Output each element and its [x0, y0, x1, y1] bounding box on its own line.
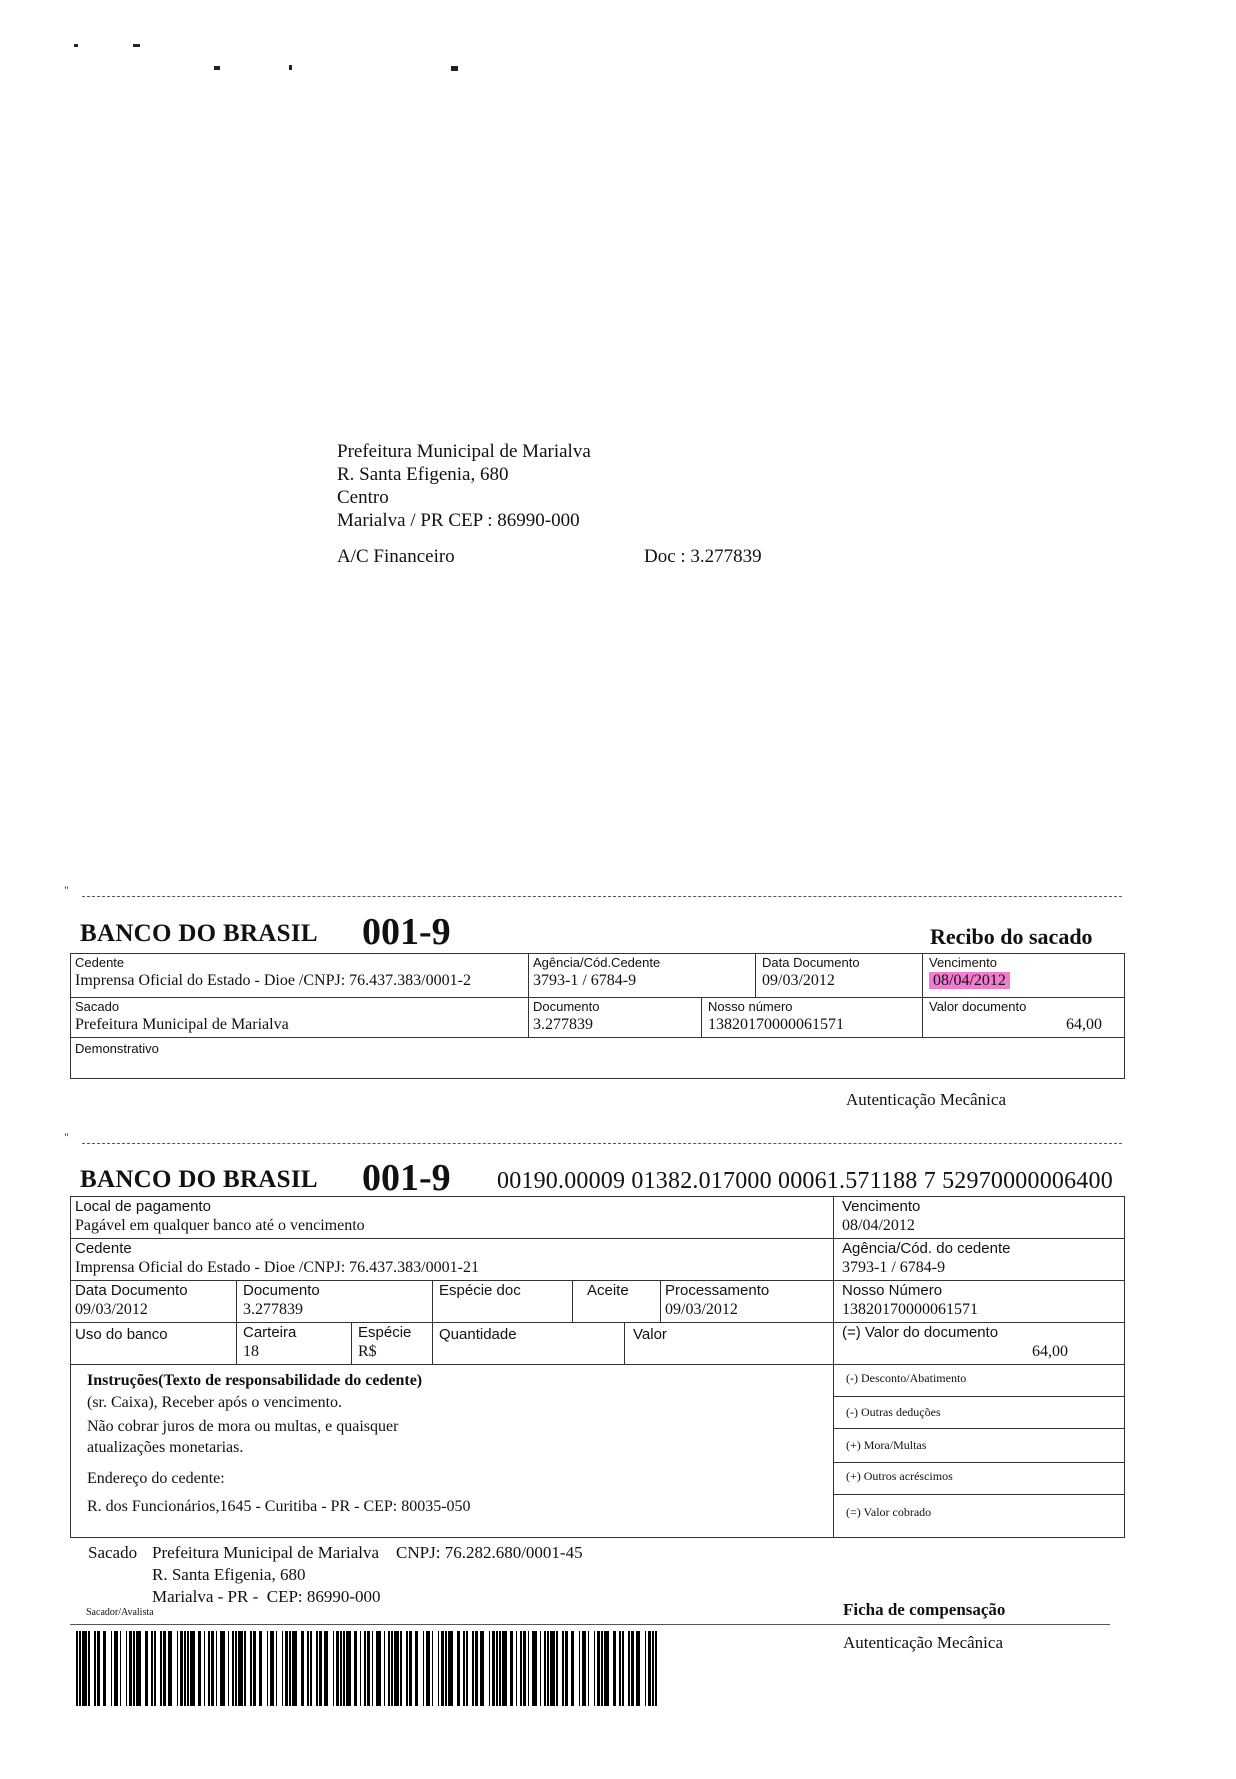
barcode-bar	[384, 1631, 386, 1706]
nosso-numero-cell	[702, 998, 923, 1038]
barcode-bar	[604, 1631, 609, 1706]
field-label: Demonstrativo	[75, 1041, 159, 1056]
barcode-bar	[360, 1631, 362, 1706]
sacado-line: Marialva - PR - CEP: 86990-000	[152, 1587, 381, 1606]
field-value: 13820170000061571	[708, 1016, 844, 1033]
barcode-bar	[177, 1631, 179, 1706]
demonstrativo-cell	[71, 1038, 1124, 1078]
barcode-bar	[120, 1631, 122, 1706]
vencimento-cell	[834, 1197, 1124, 1239]
barcode-bar	[129, 1631, 132, 1706]
mechanical-authentication: Autenticação Mecânica	[846, 1090, 1006, 1109]
barcode-bar	[645, 1631, 647, 1706]
recipient-address	[337, 440, 591, 532]
barcode-bar	[391, 1631, 393, 1706]
instruction-line: R. dos Funcionários,1645 - Curitiba - PR - CEP: 80035-050	[87, 1498, 471, 1515]
address-line: R. Santa Efigenia, 680	[337, 464, 509, 485]
barcode-bar	[180, 1631, 183, 1706]
barcode-bar	[406, 1631, 408, 1706]
barcode-bar	[354, 1631, 357, 1706]
instructions-title: Instruções(Texto de responsabilidade do cedente)	[87, 1372, 423, 1389]
sacado-line: Prefeitura Municipal de Marialva CNPJ: 76.282.680/0001-45	[152, 1543, 583, 1562]
outros-acrescimos-cell	[834, 1463, 1124, 1495]
field-label: Documento	[243, 1282, 320, 1299]
barcode-bar	[250, 1631, 252, 1706]
field-label: Data Documento	[762, 955, 860, 970]
instruction-line: Endereço do cedente:	[87, 1470, 225, 1487]
field-label: Cedente	[75, 1240, 132, 1257]
field-value: 09/03/2012	[762, 972, 835, 989]
desconto-cell	[834, 1365, 1124, 1397]
field-value: 18	[243, 1343, 259, 1360]
field-label: Documento	[533, 999, 600, 1014]
local-pagamento-cell	[71, 1197, 834, 1239]
barcode-bar	[253, 1631, 256, 1706]
especie-cell	[352, 1323, 433, 1365]
barcode-bar	[472, 1631, 474, 1706]
barcode-bar	[168, 1631, 173, 1706]
cedente-cell	[71, 954, 529, 998]
barcode-bar	[547, 1631, 549, 1706]
doc-number: Doc : 3.277839	[644, 546, 762, 567]
barcode-bar	[457, 1631, 460, 1706]
barcode-bar	[372, 1631, 374, 1706]
barcode-bar	[613, 1631, 616, 1706]
barcode-bar	[466, 1631, 468, 1706]
barcode-bar	[571, 1631, 574, 1706]
bank-code: 001-9	[362, 911, 451, 953]
due-date-highlight: 08/04/2012	[929, 972, 1010, 989]
field-label: (-) Outras deduções	[846, 1405, 941, 1419]
barcode-bar	[475, 1631, 478, 1706]
barcode-bar	[204, 1631, 206, 1706]
barcode-bar	[285, 1631, 288, 1706]
barcode-bar	[316, 1631, 318, 1706]
sacado-line: R. Santa Efigenia, 680	[152, 1565, 306, 1584]
barcode-bar	[184, 1631, 186, 1706]
barcode-bar	[79, 1631, 81, 1706]
barcode-bar	[343, 1631, 345, 1706]
barcode-bar	[198, 1631, 201, 1706]
address-line: Marialva / PR CEP : 86990-000	[337, 510, 580, 531]
barcode-bar	[276, 1631, 278, 1706]
payment-slip-table	[70, 1196, 1125, 1538]
barcode-bar	[502, 1631, 507, 1706]
barcode-bar	[307, 1631, 309, 1706]
valor-cell	[625, 1323, 834, 1365]
barcode-bar	[145, 1631, 148, 1706]
barcode-bar	[432, 1631, 434, 1706]
address-line: Prefeitura Municipal de Marialva	[337, 441, 591, 462]
field-label: (-) Desconto/Abatimento	[846, 1371, 967, 1385]
field-label: Local de pagamento	[75, 1198, 211, 1215]
barcode-bar	[163, 1631, 166, 1706]
field-label: Cedente	[75, 955, 125, 970]
field-value: 3793-1 / 6784-9	[533, 972, 637, 989]
barcode-bar	[259, 1631, 262, 1706]
barcode-bar	[655, 1631, 657, 1706]
scan-speck	[289, 65, 292, 70]
ficha-compensacao: Ficha de compensação	[843, 1600, 1006, 1619]
barcode	[76, 1631, 661, 1706]
field-value: 09/03/2012	[75, 1301, 148, 1318]
digitable-line: 00190.00009 01382.017000 00061.571188 7 52970000006400	[497, 1168, 1113, 1194]
sacado-cell	[71, 998, 529, 1038]
field-value: R$	[358, 1343, 377, 1360]
field-value: 3.277839	[243, 1301, 303, 1318]
receipt-table	[70, 953, 1125, 1079]
barcode-bar	[301, 1631, 304, 1706]
attention-line: A/C Financeiro	[337, 546, 455, 567]
barcode-bar	[579, 1631, 581, 1706]
carteira-cell	[237, 1323, 352, 1365]
barcode-bar	[282, 1631, 284, 1706]
instructions-cell	[71, 1365, 834, 1537]
barcode-bar	[496, 1631, 498, 1706]
barcode-bar	[235, 1631, 237, 1706]
barcode-bar	[228, 1631, 230, 1706]
barcode-bar	[88, 1631, 90, 1706]
field-label: Aceite	[587, 1282, 629, 1299]
barcode-bar	[319, 1631, 322, 1706]
field-label: Agência/Cód.Cedente	[533, 955, 661, 970]
barcode-bar	[133, 1631, 135, 1706]
documento-cell	[237, 1281, 433, 1323]
cut-line	[82, 896, 1122, 897]
valor-documento-cell	[834, 1323, 1124, 1365]
barcode-bar	[445, 1631, 447, 1706]
field-label: Valor	[633, 1326, 667, 1343]
field-label: Espécie doc	[439, 1282, 521, 1299]
barcode-bar	[136, 1631, 141, 1706]
mechanical-authentication: Autenticação Mecânica	[843, 1633, 1003, 1652]
field-label: Data Documento	[75, 1282, 188, 1299]
field-label: Vencimento	[929, 955, 997, 970]
barcode-bar	[628, 1631, 630, 1706]
scan-speck	[133, 44, 140, 47]
field-label: Processamento	[665, 1282, 770, 1299]
sacado-label: Sacado	[88, 1543, 138, 1562]
barcode-bar	[103, 1631, 106, 1706]
barcode-bar	[426, 1631, 431, 1706]
barcode-bar	[244, 1631, 246, 1706]
address-line: Centro	[337, 487, 389, 508]
barcode-bar	[367, 1631, 370, 1706]
barcode-bar	[415, 1631, 418, 1706]
barcode-bar	[400, 1631, 402, 1706]
field-value: Imprensa Oficial do Estado - Dioe /CNPJ: 76.437.383/0001-21	[75, 1259, 479, 1276]
instruction-line: (sr. Caixa), Receber após o vencimento.	[87, 1394, 343, 1411]
barcode-bar	[76, 1631, 78, 1706]
barcode-bar	[601, 1631, 603, 1706]
barcode-bar	[292, 1631, 297, 1706]
field-label: (+) Outros acréscimos	[846, 1469, 953, 1483]
cedente-cell	[71, 1239, 834, 1281]
barcode-bar	[270, 1631, 275, 1706]
barcode-bar	[510, 1631, 513, 1706]
barcode-bar	[333, 1631, 335, 1706]
processamento-cell	[661, 1281, 834, 1323]
barcode-bar	[289, 1631, 291, 1706]
barcode-bar	[409, 1631, 412, 1706]
vencimento-cell	[923, 954, 1124, 998]
barcode-bar	[550, 1631, 555, 1706]
barcode-bar	[346, 1631, 351, 1706]
barcode-bar	[631, 1631, 634, 1706]
barcode-bar	[267, 1631, 269, 1706]
scan-speck	[214, 66, 220, 70]
barcode-bar	[652, 1631, 654, 1706]
field-label: (=) Valor do documento	[842, 1324, 999, 1341]
barcode-bar	[448, 1631, 453, 1706]
barcode-bar	[636, 1631, 641, 1706]
barcode-bar	[438, 1631, 440, 1706]
field-value: 64,00	[1066, 1016, 1102, 1033]
barcode-bar	[520, 1631, 522, 1706]
field-value: Imprensa Oficial do Estado - Dioe /CNPJ: 76.437.383/0001-2	[75, 972, 471, 989]
field-value: 3.277839	[533, 1016, 593, 1033]
mora-cell	[834, 1429, 1124, 1463]
cut-mark: "	[64, 883, 69, 897]
barcode-bar	[619, 1631, 621, 1706]
data-documento-cell	[71, 1281, 237, 1323]
barcode-bar	[388, 1631, 390, 1706]
valor-documento-cell	[923, 998, 1124, 1038]
barcode-bar	[220, 1631, 225, 1706]
field-label: (+) Mora/Multas	[846, 1438, 927, 1452]
barcode-bar	[376, 1631, 381, 1706]
field-label: Vencimento	[842, 1198, 921, 1215]
field-value: 13820170000061571	[842, 1301, 978, 1318]
quantidade-cell	[433, 1323, 625, 1365]
barcode-bar	[97, 1631, 100, 1706]
barcode-bar	[336, 1631, 339, 1706]
agencia-cell	[834, 1239, 1124, 1281]
barcode-bar	[324, 1631, 329, 1706]
barcode-bar	[516, 1631, 518, 1706]
barcode-bar	[232, 1631, 234, 1706]
barcode-bar	[463, 1631, 465, 1706]
barcode-bar	[238, 1631, 243, 1706]
field-label: Quantidade	[439, 1326, 517, 1343]
barcode-bar	[423, 1631, 425, 1706]
barcode-bar	[154, 1631, 156, 1706]
barcode-bar	[310, 1631, 312, 1706]
barcode-bar	[648, 1631, 651, 1706]
barcode-bar	[82, 1631, 87, 1706]
field-label: Nosso Número	[842, 1282, 943, 1299]
aceite-cell	[573, 1281, 661, 1323]
scan-speck	[451, 66, 458, 71]
barcode-bar	[582, 1631, 587, 1706]
barcode-bar	[597, 1631, 600, 1706]
barcode-bar	[126, 1631, 128, 1706]
barcode-bar	[556, 1631, 558, 1706]
barcode-bar	[94, 1631, 96, 1706]
scan-speck	[74, 44, 78, 47]
field-value: Prefeitura Municipal de Marialva	[75, 1016, 289, 1033]
barcode-bar	[622, 1631, 624, 1706]
bank-name: BANCO DO BRASIL	[80, 1166, 318, 1193]
cut-mark: "	[64, 1130, 69, 1144]
barcode-bar	[340, 1631, 342, 1706]
documento-cell	[529, 998, 702, 1038]
barcode-bar	[594, 1631, 596, 1706]
barcode-bar	[562, 1631, 564, 1706]
barcode-bar	[588, 1631, 590, 1706]
nosso-numero-cell	[834, 1281, 1124, 1323]
deductions-column	[834, 1365, 1124, 1537]
barcode-bar	[394, 1631, 399, 1706]
barcode-bar	[208, 1631, 210, 1706]
sacador-avalista-label: Sacador/Avalista	[86, 1607, 154, 1618]
field-label: Nosso número	[708, 999, 793, 1014]
outras-deducoes-cell	[834, 1397, 1124, 1429]
barcode-bar	[528, 1631, 530, 1706]
instruction-line: atualizações monetarias.	[87, 1439, 244, 1456]
data-documento-cell	[756, 954, 923, 998]
uso-banco-cell	[71, 1323, 237, 1365]
bank-code: 001-9	[362, 1157, 451, 1199]
barcode-bar	[190, 1631, 195, 1706]
field-value: 3793-1 / 6784-9	[842, 1259, 946, 1276]
bank-name: BANCO DO BRASIL	[80, 920, 318, 947]
barcode-bar	[160, 1631, 162, 1706]
field-label: Sacado	[75, 999, 120, 1014]
receipt-title: Recibo do sacado	[930, 924, 1093, 949]
field-label: Valor documento	[929, 999, 1027, 1014]
barcode-bar	[211, 1631, 214, 1706]
barcode-bar	[489, 1631, 491, 1706]
barcode-bar	[492, 1631, 495, 1706]
barcode-bar	[544, 1631, 546, 1706]
field-label: Carteira	[243, 1324, 297, 1341]
barcode-bar	[151, 1631, 153, 1706]
valor-cobrado-cell	[834, 1495, 1124, 1535]
barcode-bar	[187, 1631, 189, 1706]
barcode-bar	[111, 1631, 113, 1706]
barcode-bar	[114, 1631, 119, 1706]
barcode-bar	[499, 1631, 501, 1706]
field-value: 08/04/2012	[842, 1217, 915, 1234]
instruction-line: Não cobrar juros de mora ou multas, e quaisquer	[87, 1418, 399, 1435]
field-value: Pagável em qualquer banco até o vencimento	[75, 1217, 365, 1234]
field-value: 09/03/2012	[665, 1301, 738, 1318]
cut-line	[82, 1143, 1122, 1144]
field-label: Espécie	[358, 1324, 412, 1341]
field-label: (=) Valor cobrado	[846, 1505, 932, 1519]
especie-doc-cell	[433, 1281, 573, 1323]
barcode-bar	[540, 1631, 542, 1706]
barcode-bar	[523, 1631, 526, 1706]
field-label: Agência/Cód. do cedente	[842, 1240, 1011, 1257]
barcode-bar	[364, 1631, 366, 1706]
divider	[70, 1624, 1110, 1625]
barcode-bar	[532, 1631, 537, 1706]
field-label: Uso do banco	[75, 1326, 168, 1343]
agencia-cell	[529, 954, 756, 998]
barcode-bar	[565, 1631, 568, 1706]
barcode-bar	[480, 1631, 485, 1706]
field-value: 64,00	[1032, 1343, 1068, 1360]
barcode-bar	[441, 1631, 444, 1706]
barcode-bar	[216, 1631, 218, 1706]
